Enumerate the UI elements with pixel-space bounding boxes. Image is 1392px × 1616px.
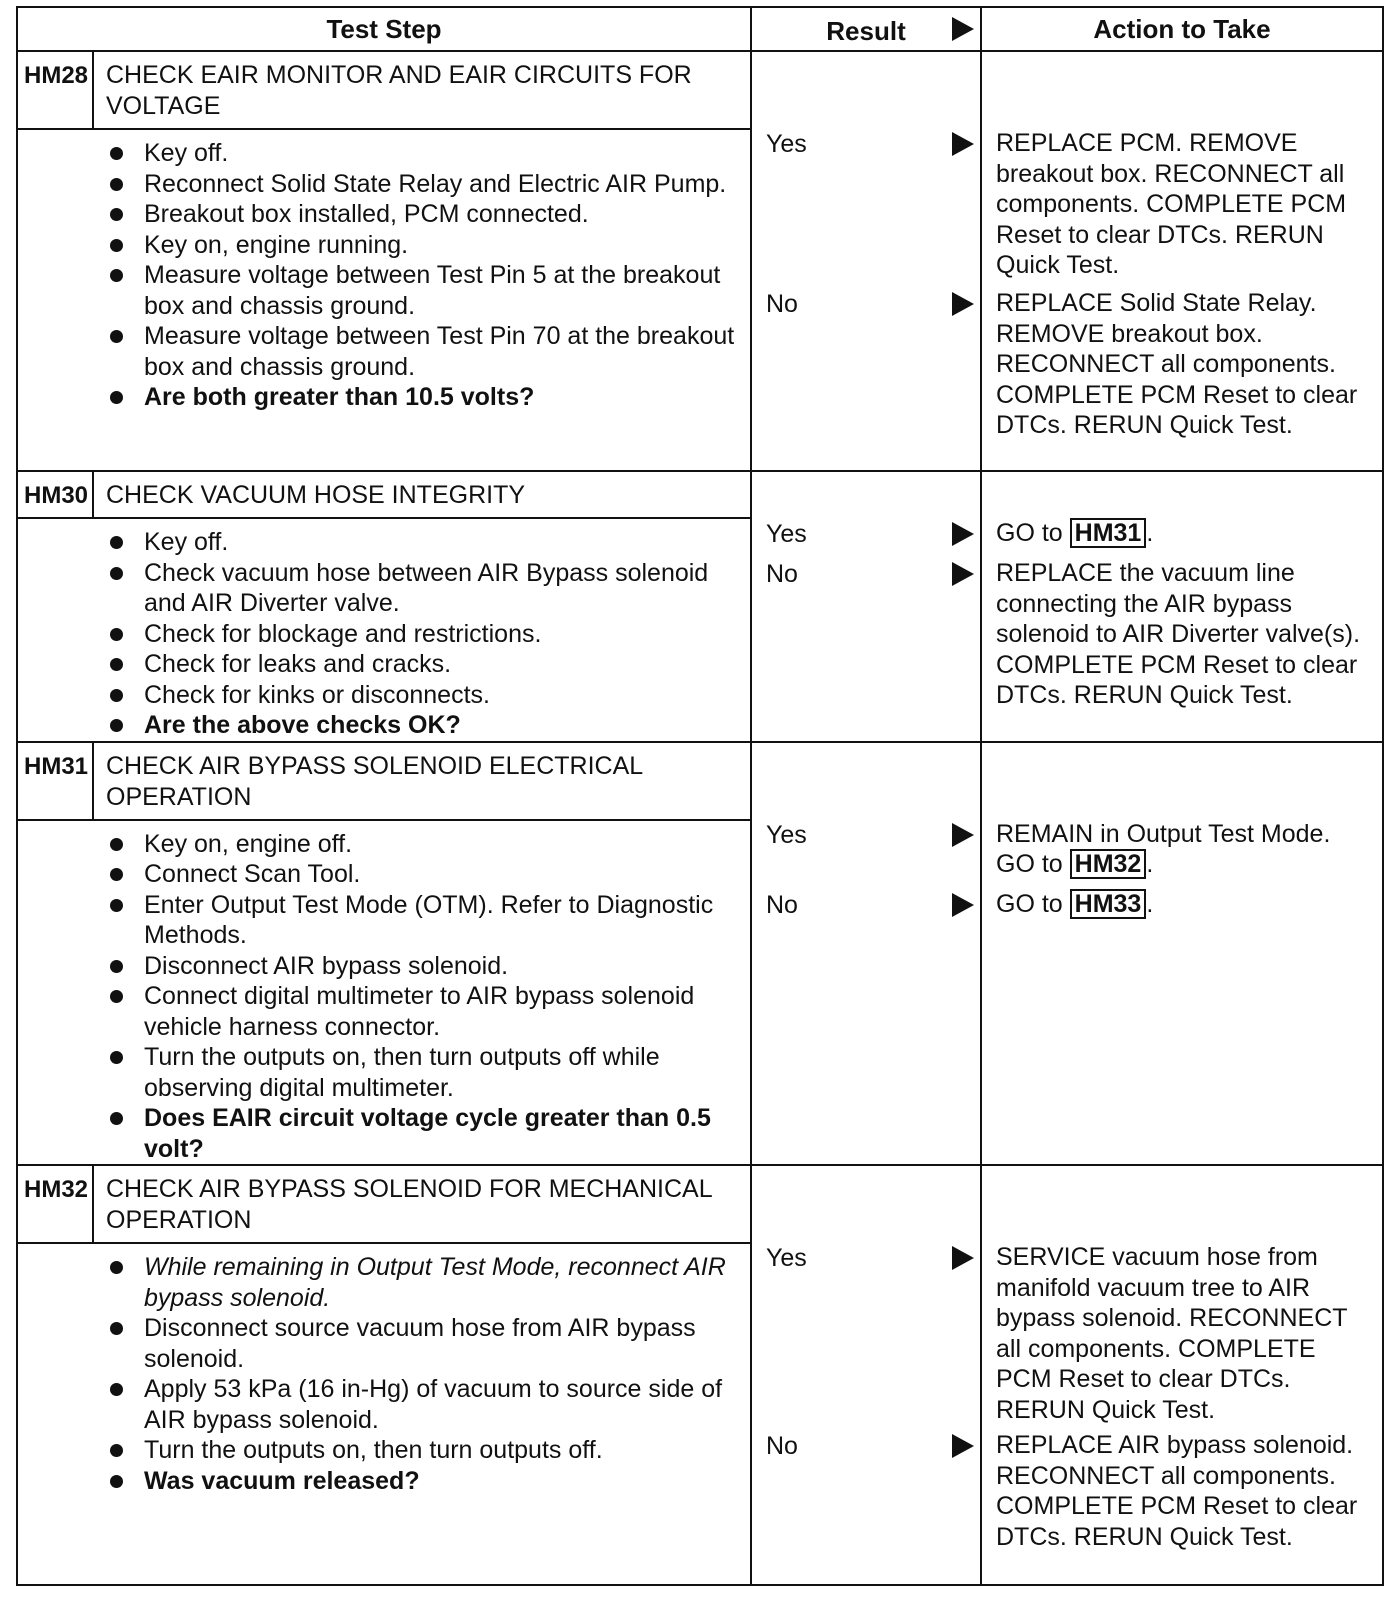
result-cell: [751, 51, 981, 471]
bullet-icon: [110, 689, 123, 702]
step-item: Check vacuum hose between AIR Bypass solenoid and AIR Diverter valve.: [106, 558, 740, 619]
step-header: [18, 1166, 750, 1244]
action-yes: SERVICE vacuum hose from manifold vacuum tree to AIR bypass solenoid. RECONNECT all components. COMPLETE PCM Reset to clear DTCs. RERUN Quick Test.: [996, 1243, 1348, 1424]
bullet-icon: [110, 1051, 123, 1064]
step-code: HM31: [18, 743, 94, 819]
result-no: No: [766, 290, 976, 319]
action-yes: GO to HM31 .: [996, 519, 1154, 547]
step-header: [18, 743, 750, 821]
step-item: Key on, engine running.: [106, 230, 740, 261]
test-row-hm31: [17, 742, 1383, 1166]
step-question: Are the above checks OK?: [106, 710, 740, 741]
step-question: Are both greater than 10.5 volts?: [106, 382, 740, 413]
action-cell: [981, 471, 1383, 742]
arrow-right-icon: [952, 292, 974, 316]
header-action: Action to Take: [981, 7, 1383, 51]
step-item: Key on, engine off.: [106, 829, 740, 860]
result-no: No: [766, 560, 976, 589]
bullet-icon: [110, 239, 123, 252]
result-cell: [751, 742, 981, 1166]
step-code: HM32: [18, 1166, 94, 1242]
step-question: Was vacuum released?: [106, 1466, 740, 1497]
step-title: CHECK VACUUM HOSE INTEGRITY: [106, 481, 526, 509]
arrow-right-icon: [952, 17, 974, 41]
arrow-right-icon: [952, 522, 974, 546]
action-yes: REMAIN in Output Test Mode. GO to HM32 .: [996, 819, 1331, 878]
bullet-icon: [110, 899, 123, 912]
arrow-right-icon: [952, 132, 974, 156]
test-row-hm30: [17, 471, 1383, 742]
step-item: Check for leaks and cracks.: [106, 649, 740, 680]
bullet-icon: [110, 838, 123, 851]
action-cell: [981, 742, 1383, 1166]
step-item: Measure voltage between Test Pin 5 at the breakout box and chassis ground.: [106, 260, 740, 321]
pinpoint-test-table: [16, 6, 1384, 1586]
step-item: While remaining in Output Test Mode, reconnect AIR bypass solenoid.: [106, 1252, 740, 1313]
step-code: HM30: [18, 472, 94, 517]
result-no: No: [766, 891, 976, 920]
diagnostic-page: [16, 6, 1382, 1609]
result-no: No: [766, 1432, 976, 1461]
step-item: Reconnect Solid State Relay and Electric AIR Pump.: [106, 169, 740, 200]
step-item: Connect Scan Tool.: [106, 859, 740, 890]
step-item: Breakout box installed, PCM connected.: [106, 199, 740, 230]
step-title: CHECK AIR BYPASS SOLENOID ELECTRICAL OPERATION: [106, 751, 643, 811]
step-title: CHECK AIR BYPASS SOLENOID FOR MECHANICAL OPERATION: [106, 1175, 712, 1234]
action-yes: REPLACE PCM. REMOVE breakout box. RECONNECT all components. COMPLETE PCM Reset to clear DTCs. RERUN Quick Test.: [996, 129, 1347, 279]
arrow-right-icon: [952, 893, 974, 917]
test-row-hm32: [17, 1165, 1383, 1585]
step-list: [18, 821, 750, 1165]
bullet-icon: [110, 147, 123, 160]
step-cell: [17, 742, 751, 1166]
step-reference-link[interactable]: HM33: [1070, 889, 1147, 919]
step-item: Disconnect source vacuum hose from AIR bypass solenoid.: [106, 1313, 740, 1374]
step-item: Key off.: [106, 138, 740, 169]
bullet-icon: [110, 1261, 123, 1274]
result-cell: [751, 471, 981, 742]
action-no: GO to HM33 .: [996, 889, 1154, 918]
result-yes: Yes: [766, 520, 976, 549]
action-no: REPLACE Solid State Relay. REMOVE breakout box. RECONNECT all components. COMPLETE PCM Reset to clear DTCs. RERUN Quick Test.: [996, 289, 1358, 439]
bullet-icon: [110, 1322, 123, 1335]
step-reference-link[interactable]: HM31: [1070, 518, 1147, 548]
step-item: Key off.: [106, 527, 740, 558]
result-yes: Yes: [766, 130, 976, 159]
bullet-icon: [110, 868, 123, 881]
arrow-right-icon: [952, 823, 974, 847]
arrow-right-icon: [952, 1434, 974, 1458]
step-item: Check for kinks or disconnects.: [106, 680, 740, 711]
step-list: [18, 519, 750, 741]
step-list: [18, 130, 750, 413]
bullet-icon: [110, 960, 123, 973]
result-cell: [751, 1165, 981, 1585]
step-item: Turn the outputs on, then turn outputs off while observing digital multimeter.: [106, 1042, 740, 1103]
header-result: [751, 7, 981, 51]
bullet-icon: [110, 990, 123, 1003]
action-no: REPLACE AIR bypass solenoid. RECONNECT all components. COMPLETE PCM Reset to clear DTCs. RERUN Quick Test.: [996, 1431, 1358, 1551]
arrow-right-icon: [952, 562, 974, 586]
bullet-icon: [110, 536, 123, 549]
step-question: Does EAIR circuit voltage cycle greater than 0.5 volt?: [106, 1103, 740, 1164]
header-result-label: Result: [826, 16, 906, 46]
step-item: Enter Output Test Mode (OTM). Refer to Diagnostic Methods.: [106, 890, 740, 951]
bullet-icon: [110, 178, 123, 191]
step-item: Disconnect AIR bypass solenoid.: [106, 951, 740, 982]
bullet-icon: [110, 1383, 123, 1396]
step-code: HM28: [18, 52, 94, 128]
arrow-right-icon: [952, 1246, 974, 1270]
result-yes: Yes: [766, 821, 976, 850]
bullet-icon: [110, 269, 123, 282]
bullet-icon: [110, 1112, 123, 1125]
step-item: Connect digital multimeter to AIR bypass solenoid vehicle harness connector.: [106, 981, 740, 1042]
bullet-icon: [110, 391, 123, 404]
header-test-step: Test Step: [17, 7, 751, 51]
action-no: REPLACE the vacuum line connecting the AIR bypass solenoid to AIR Diverter valve(s). COMPLETE PCM Reset to clear DTCs. RERUN Quick Test.: [996, 559, 1361, 709]
step-header: [18, 472, 750, 519]
step-item: Apply 53 kPa (16 in-Hg) of vacuum to source side of AIR bypass solenoid.: [106, 1374, 740, 1435]
bullet-icon: [110, 628, 123, 641]
step-cell: [17, 471, 751, 742]
table-header-row: [17, 7, 1383, 51]
bullet-icon: [110, 1475, 123, 1488]
action-cell: [981, 1165, 1383, 1585]
result-yes: Yes: [766, 1244, 976, 1273]
bullet-icon: [110, 208, 123, 221]
step-item: Turn the outputs on, then turn outputs off.: [106, 1435, 740, 1466]
step-header: [18, 52, 750, 130]
action-cell: [981, 51, 1383, 471]
bullet-icon: [110, 1444, 123, 1457]
step-list: [18, 1244, 750, 1496]
step-reference-link[interactable]: HM32: [1070, 849, 1147, 879]
step-cell: [17, 51, 751, 471]
step-title: CHECK EAIR MONITOR AND EAIR CIRCUITS FOR VOLTAGE: [106, 61, 692, 120]
bullet-icon: [110, 330, 123, 343]
bullet-icon: [110, 658, 123, 671]
bullet-icon: [110, 719, 123, 732]
step-cell: [17, 1165, 751, 1585]
step-item: Measure voltage between Test Pin 70 at the breakout box and chassis ground.: [106, 321, 740, 382]
bullet-icon: [110, 567, 123, 580]
test-row-hm28: [17, 51, 1383, 471]
step-item: Check for blockage and restrictions.: [106, 619, 740, 650]
